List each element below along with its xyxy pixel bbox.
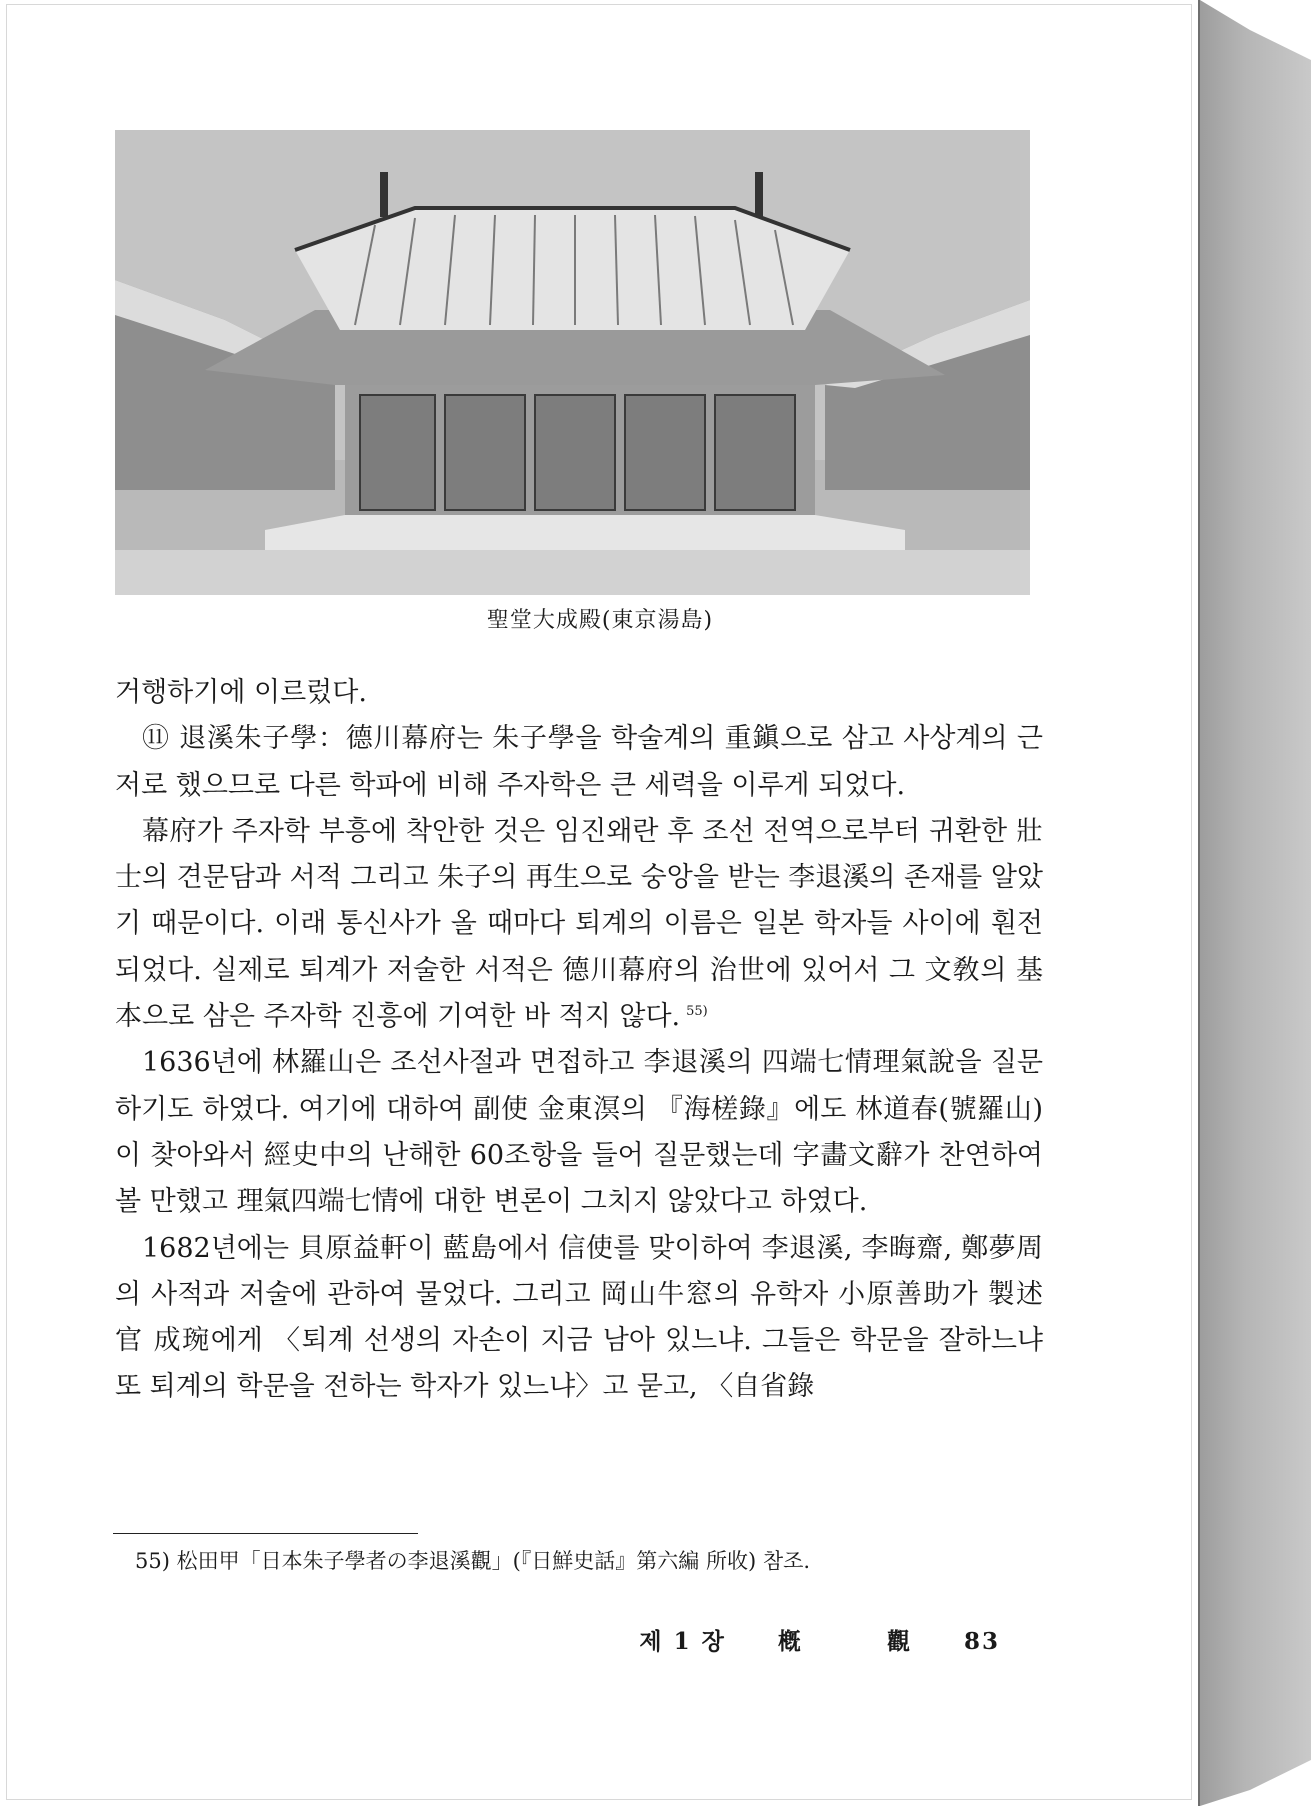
temple-hall-illustration <box>115 130 1030 595</box>
figure-caption: 聖堂大成殿(東京湯島) <box>486 608 714 633</box>
book-edge <box>1200 0 1311 1806</box>
chapter-label: 제 1 장 <box>639 1628 726 1655</box>
paragraph-3: 幕府가 주자학 부흥에 착안한 것은 임진왜란 후 조선 전역으로부터 귀환한 壯士의 견문담과 서적 그리고 朱子의 再生으로 숭앙을 받는 李退溪의 존재를 알았기 때문이다. 이래 통신사가 올 때마다 퇴계의 이름은 일본 학자들 사이에 훤전되었다. 실제로 퇴계가 저술한 서적은 德川幕府의 治世에 있어서 그 文敎의 基本으로 삼은 주자학 진흥에 기여한 바 적지 않다. $^{55)}$ <box>115 815 1043 1033</box>
body-text <box>115 670 1043 1411</box>
footnote-marker: 55) <box>686 1004 708 1020</box>
temple-hall-drawing <box>115 130 1030 595</box>
paragraph-4: 1636년에 林羅山은 조선사절과 면접하고 李退溪의 四端七情理氣說을 질문하기도 하였다. 여기에 대하여 副使 金東溟의 『海槎錄』에도 林道春(號羅山)이 찾아와서 經史中의 난해한 60조항을 들어 질문했는데 字畵文辭가 찬연하여 볼 만했고 理氣四端七情에 대한 변론이 그치지 않았다고 하였다. <box>115 1047 1043 1218</box>
footnote-rule <box>113 1533 418 1534</box>
chapter-title-2: 觀 <box>886 1628 912 1655</box>
paragraph-1: 거행하기에 이르렀다. <box>115 677 367 708</box>
page-number: 83 <box>963 1628 1000 1655</box>
footnote-55: 55) 松田甲「日本朱子學者の李退溪觀」(『日鮮史話』第六編 所收) 참조. <box>135 1549 811 1573</box>
paragraph-5: 1682년에는 貝原益軒이 藍島에서 信使를 맞이하여 李退溪, 李晦齋, 鄭夢周의 사적과 저술에 관하여 물었다. 그리고 岡山牛窓의 유학자 小原善助가 製述官 成琬에게 〈퇴계 선생의 자손이 지금 남아 있느냐. 그들은 학문을 잘하느냐 또 퇴계의 학문을 전하는 학자가 있느냐〉고 묻고, 〈自省錄 <box>115 1232 1043 1403</box>
running-footer <box>639 1623 1000 1656</box>
paragraph-2: ⑪ 退溪朱子學：德川幕府는 朱子學을 학술계의 重鎭으로 삼고 사상계의 근저로 했으므로 다른 학파에 비해 주자학은 큰 세력을 이루게 되었다. <box>115 723 1043 801</box>
chapter-title-1: 槪 <box>777 1628 803 1655</box>
